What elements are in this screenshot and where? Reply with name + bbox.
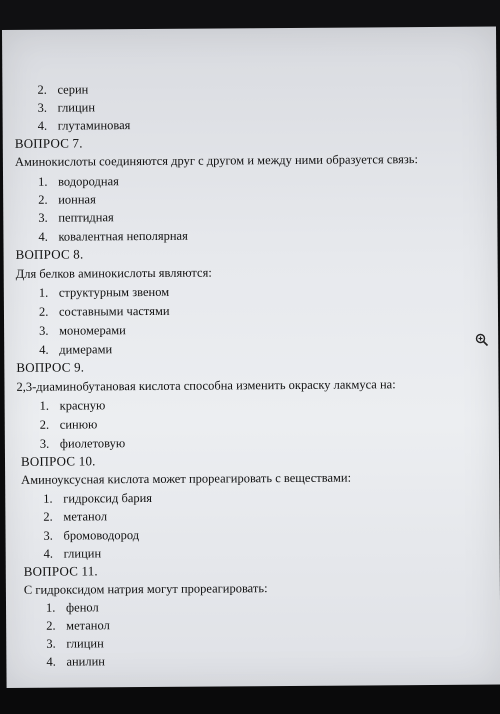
bottom-dark-border: [0, 690, 500, 714]
answer-option: 4. анилин: [46, 654, 106, 669]
answer-option: 2. ионная: [38, 192, 96, 207]
answer-option: 4. димерами: [39, 342, 113, 357]
question-text: Аминокислоты соединяются друг с другом и между ними образуется связь:: [14, 152, 419, 169]
answer-option: 3. глицин: [37, 100, 96, 115]
answer-option: 1. фенол: [45, 600, 99, 615]
question-heading: ВОПРОС 10.: [20, 453, 96, 469]
answer-option: 3. пептидная: [38, 210, 114, 225]
answer-option: 3. фиолетовую: [39, 436, 126, 451]
question-text: С гидроксидом натрия могут прореагировать:: [23, 581, 268, 597]
answer-option: 2. метанол: [43, 509, 108, 524]
question-heading: ВОПРОС 11.: [23, 563, 98, 579]
answer-option: 4. глутаминовая: [37, 118, 131, 133]
answer-option: 4. глицин: [43, 546, 102, 561]
answer-option: 2. синюю: [39, 417, 98, 432]
answer-option: 4. ковалентная неполярная: [38, 228, 188, 244]
question-text: Аминоуксусная кислота может прореагировать с веществами:: [21, 470, 352, 487]
question-text: Для белков аминокислоты являются:: [15, 265, 212, 281]
answer-option: 1. красную: [39, 398, 106, 413]
top-dark-border: [0, 0, 500, 30]
answer-option: 1. водородная: [38, 174, 119, 189]
document-page: [2, 27, 500, 688]
answer-option: 3. бромоводород: [43, 528, 140, 543]
answer-option: 2. серин: [37, 82, 89, 97]
zoom-in-icon[interactable]: [475, 333, 489, 347]
answer-option: 1. структурным звеном: [38, 284, 170, 300]
answer-option: 3. глицин: [46, 636, 104, 651]
question-heading: ВОПРОС 7.: [14, 135, 83, 151]
answer-option: 3. мономерами: [39, 323, 126, 338]
answer-option: 2. метанол: [46, 618, 110, 633]
answer-option: 2. составными частями: [38, 303, 170, 319]
question-heading: ВОПРОС 8.: [15, 246, 84, 262]
question-heading: ВОПРОС 9.: [16, 359, 85, 375]
answer-option: 1. гидроксид бария: [43, 490, 153, 506]
question-text: 2,3-диаминобутановая кислота способна изменить окраску лакмуса на:: [16, 377, 396, 394]
